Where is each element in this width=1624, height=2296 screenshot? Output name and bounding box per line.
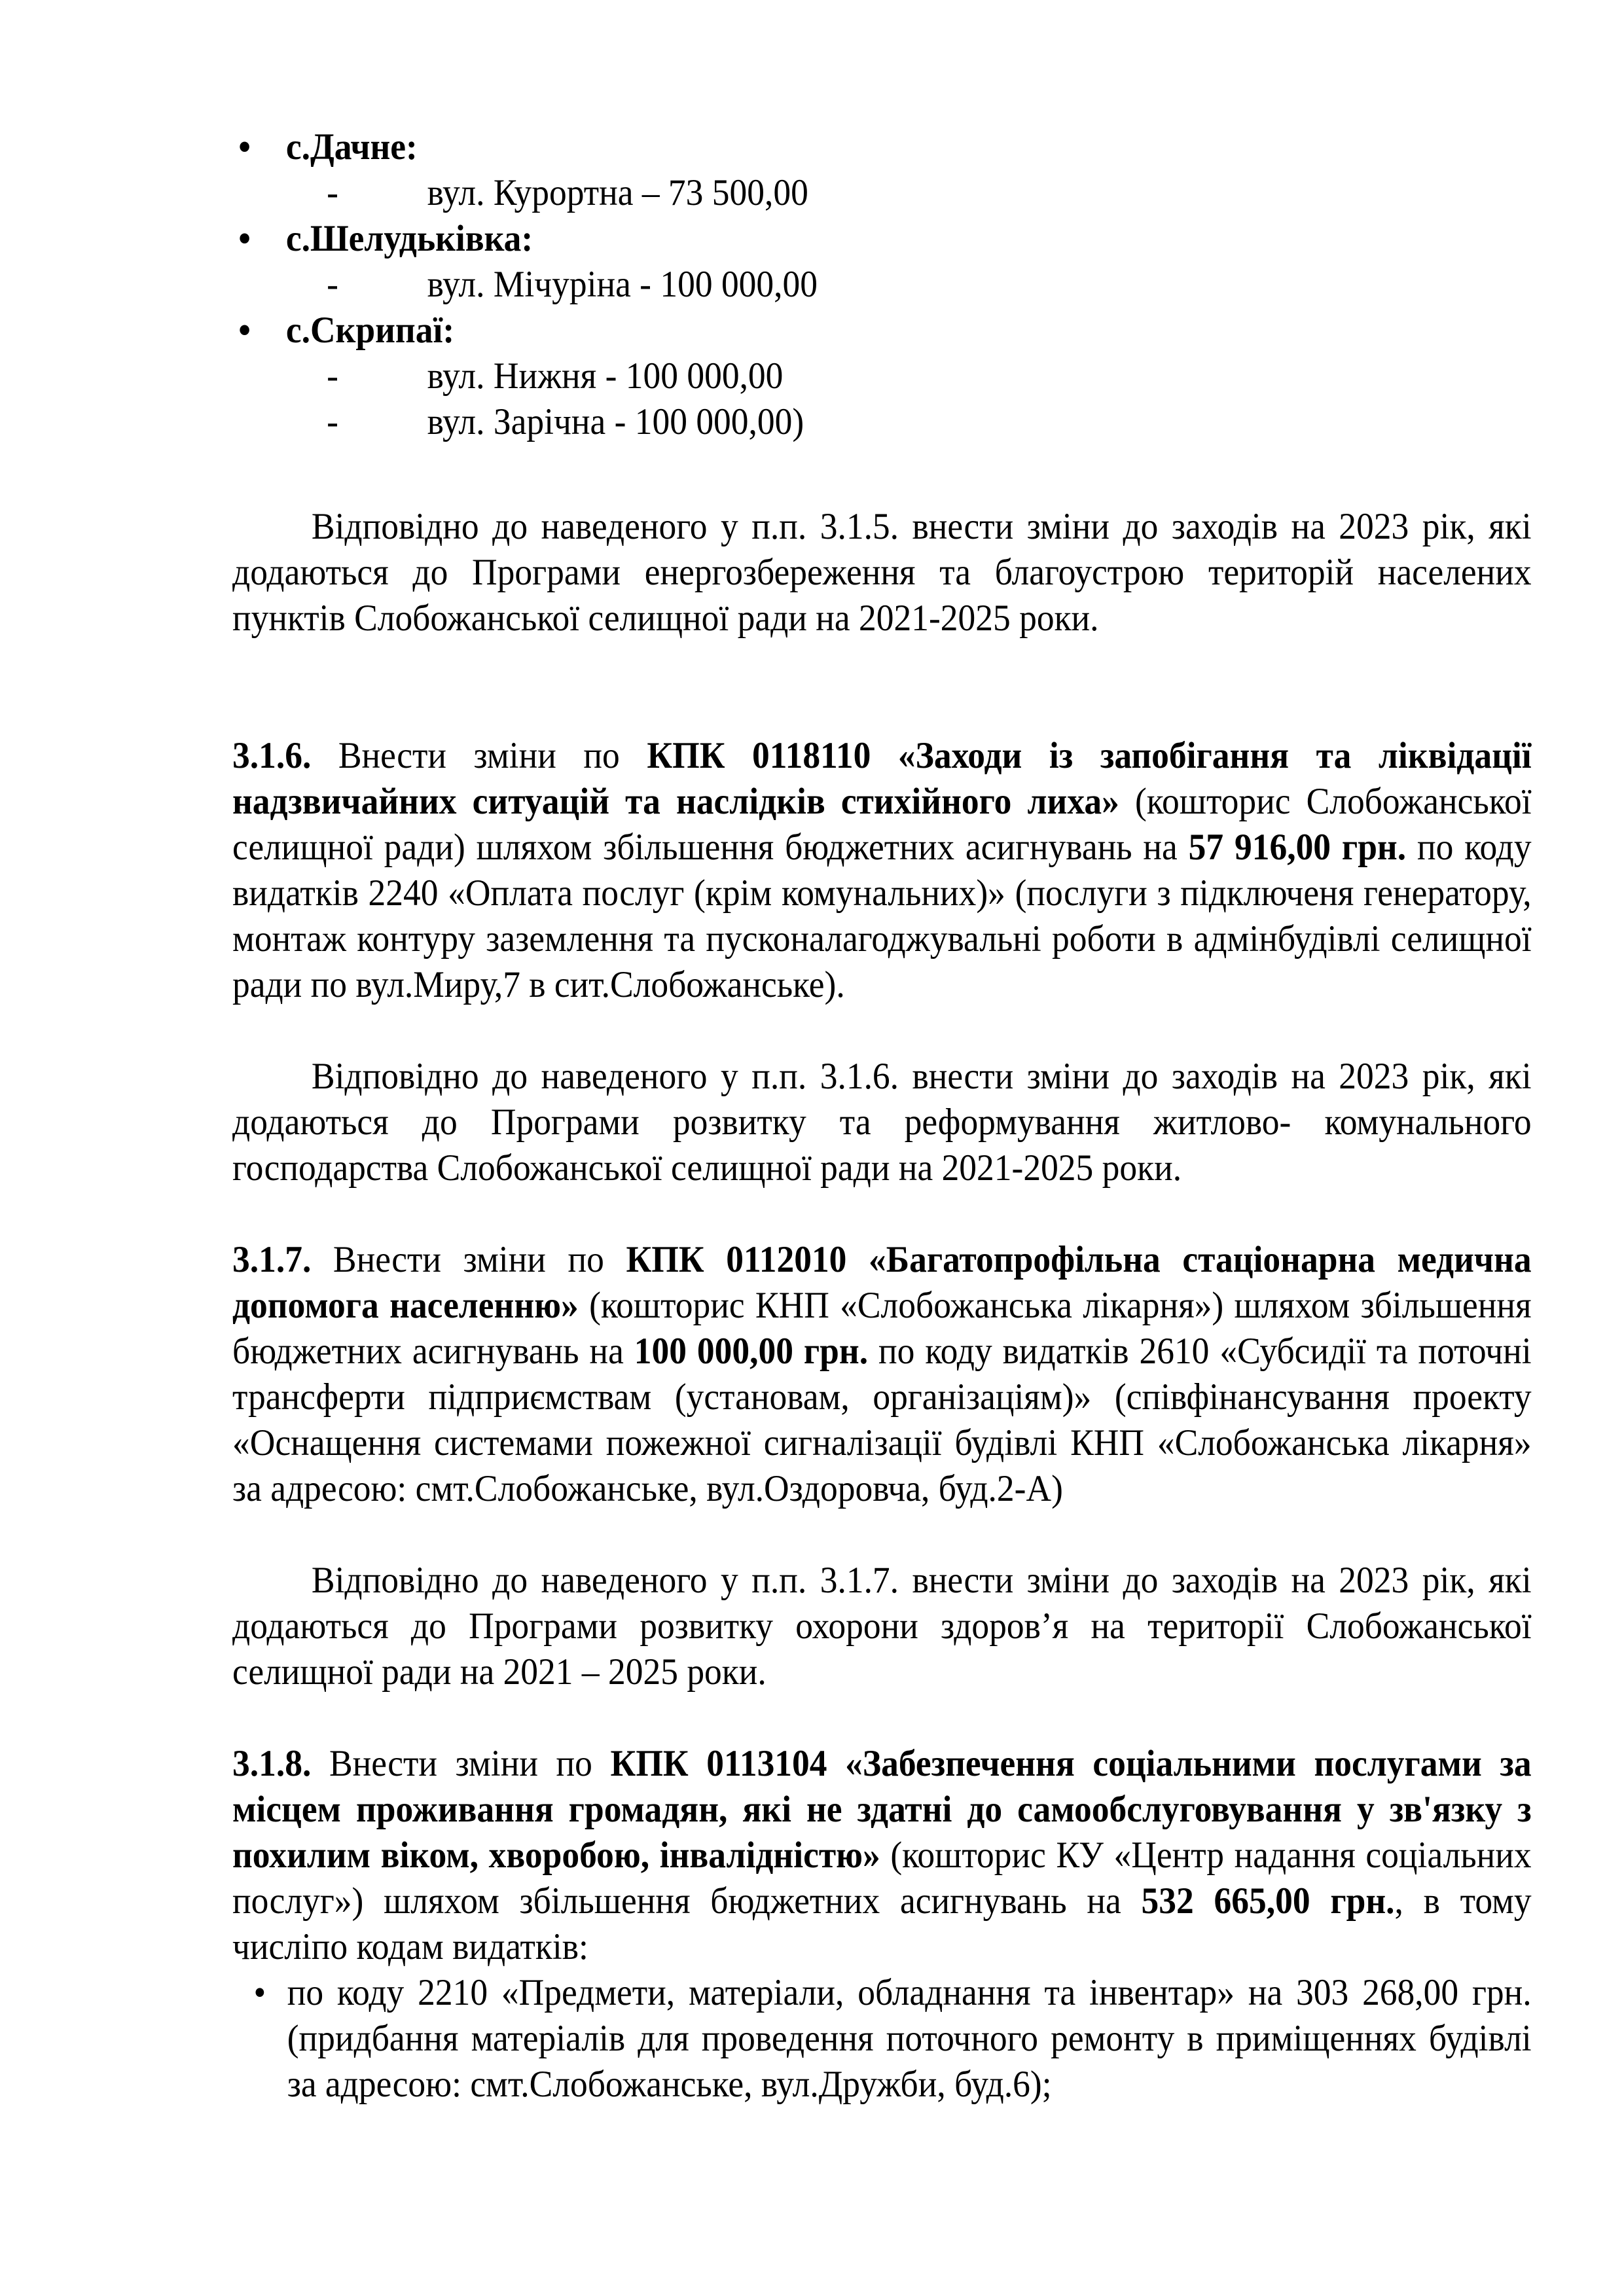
section-number: 3.1.6.: [232, 735, 312, 776]
dash-icon: -: [327, 355, 338, 397]
section-text: по коду видатків 2610 «Субсидії та поточні трансферти підприємствам (установам, організаціям)» (співфінансування проекту «Оснащення системами пожежної сигналізації будівлі КНП «Слобожанська лікарня» за адресою: смт.Слобожанське, вул.Оздоровча, буд.2-А): [232, 1331, 1532, 1509]
kpk-title: КПК 0112010 «Багатопрофільна стаціонарна медична допомога населенню»: [232, 1239, 1532, 1326]
street-text: вул. Мічуріна - 100 000,00: [427, 264, 818, 305]
bullet-icon: •: [238, 218, 251, 259]
expense-code-text: по коду 2210 «Предмети, матеріали, обладнання та інвентар» на 303 268,00 грн. (придбання матеріалів для проведення поточного ремонту в приміщеннях будівлі за адресою: смт.Слобожанське, вул.Дружби, буд.6);: [287, 1972, 1532, 2105]
reference-paragraph-3-1-5: Відповідно до наведеного у п.п. 3.1.5. внести зміни до заходів на 2023 рік, які додаються до Програми енергозбереження та благоустрою територій населених пунктів Слобожанської селищної ради на 2021-2025 роки.: [232, 506, 1532, 639]
section-3-1-7: [232, 1237, 1532, 1512]
expense-code-item: [232, 1970, 1532, 2108]
street-item: [232, 262, 1532, 308]
section-number: 3.1.7.: [232, 1239, 312, 1280]
village-item: [232, 124, 1532, 170]
street-text: вул. Зарічна - 100 000,00): [427, 401, 804, 442]
street-text: вул. Курортна – 73 500,00: [427, 172, 808, 213]
section-text: (кошторис КНП «Слобожанська лікарня») шляхом збільшення бюджетних асигнувань на: [232, 1285, 1532, 1372]
section-number: 3.1.8.: [232, 1743, 312, 1784]
village-item: [232, 308, 1532, 353]
section-text: , в тому числіпо кодам видатків:: [232, 1880, 1532, 1967]
street-item: [232, 399, 1532, 445]
section-text: Внести зміни по: [311, 1239, 626, 1280]
section-text: по коду видатків 2240 «Оплата послуг (крім комунальних)» (послуги з підключеня генератору, монтаж контуру заземлення та пусконалагоджувальні роботи в адмінбудівлі селищної ради по вул.Миру,7 в сит.Слобожанське).: [232, 827, 1532, 1005]
section-text: Внести зміни по: [311, 735, 647, 776]
section-text: (кошторис Слобожанської селищної ради) шляхом збільшення бюджетних асигнувань на: [232, 781, 1532, 868]
amount: 100 000,00 грн.: [634, 1331, 869, 1372]
dash-icon: -: [327, 401, 338, 442]
bullet-icon: •: [238, 126, 251, 168]
bullet-icon: •: [238, 310, 251, 351]
section-text: (кошторис КУ «Центр надання соціальних послуг») шляхом збільшення бюджетних асигнувань на: [232, 1835, 1532, 1922]
village-name: с.Дачне:: [285, 126, 418, 168]
bullet-icon: •: [253, 1972, 266, 2013]
village-item: [232, 216, 1532, 262]
kpk-title: КПК 0118110 «Заходи із запобігання та ліквідації надзвичайних ситуацій та наслідків стихійного лиха»: [232, 735, 1532, 822]
village-name: с.Шелудьківка:: [285, 218, 533, 259]
document-page: [232, 124, 1532, 2108]
kpk-title: КПК 0113104 «Забезпечення соціальними послугами за місцем проживання громадян, які не здатні до самообслуговування у зв'язку з похилим віком, хворобою, інвалідністю»: [232, 1743, 1532, 1876]
reference-paragraph-3-1-6: Відповідно до наведеного у п.п. 3.1.6. внести зміни до заходів на 2023 рік, які додаються до Програми розвитку та реформування житлово- комунального господарства Слобожанської селищної ради на 2021-2025 роки.: [232, 1056, 1532, 1189]
street-text: вул. Нижня - 100 000,00: [427, 355, 784, 397]
section-3-1-8: [232, 1741, 1532, 1970]
street-item: [232, 353, 1532, 399]
dash-icon: -: [327, 264, 338, 305]
amount: 532 665,00 грн.: [1141, 1880, 1395, 1922]
reference-paragraph-3-1-7: Відповідно до наведеного у п.п. 3.1.7. внести зміни до заходів на 2023 рік, які додаються до Програми розвитку охорони здоров’я на території Слобожанської селищної ради на 2021 – 2025 роки.: [232, 1560, 1532, 1693]
dash-icon: -: [327, 172, 338, 213]
street-item: [232, 170, 1532, 216]
amount: 57 916,00 грн.: [1188, 827, 1407, 868]
section-text: Внести зміни по: [311, 1743, 611, 1784]
section-3-1-6: [232, 733, 1532, 1008]
village-name: с.Скрипаї:: [285, 310, 455, 351]
